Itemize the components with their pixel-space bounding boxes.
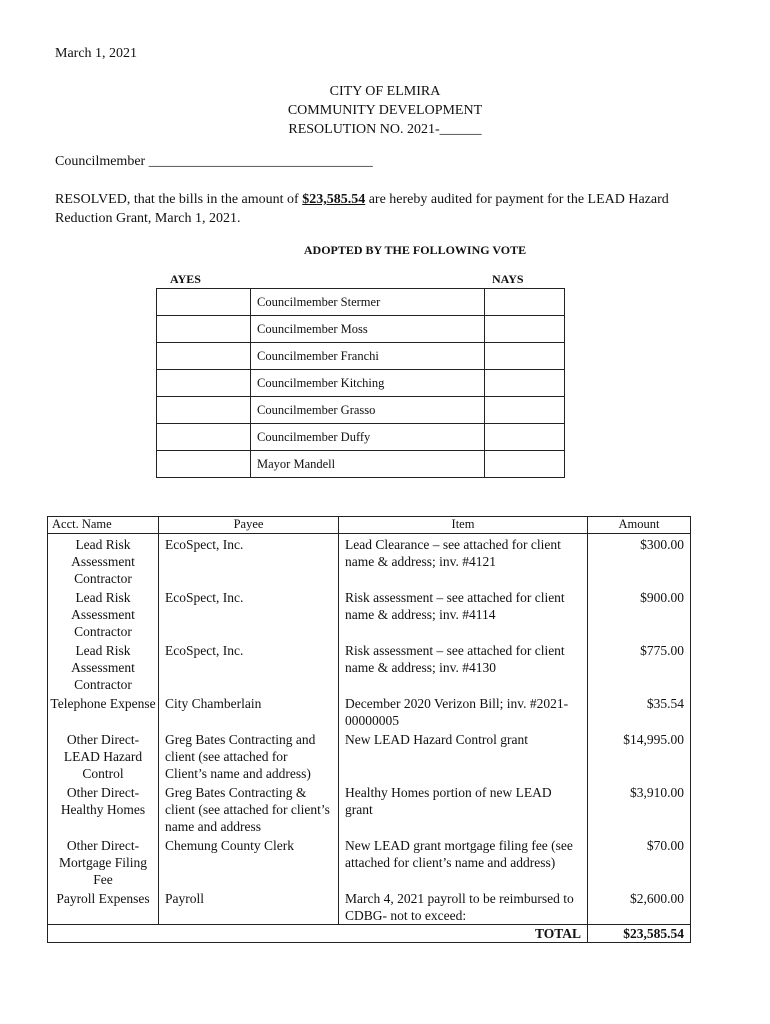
item: Risk assessment – see attached for client name & address; inv. #4130 <box>339 640 588 693</box>
member-name: Councilmember Stermer <box>251 289 485 316</box>
acct-name: Lead Risk Assessment Contractor <box>48 587 159 640</box>
header-amount: Amount <box>588 517 691 534</box>
table-row <box>48 888 691 925</box>
nay-cell <box>485 370 565 397</box>
item: March 4, 2021 payroll to be reimbursed to CDBG- not to exceed: <box>339 888 588 925</box>
resolved-paragraph <box>55 190 715 228</box>
acct-name: Payroll Expenses <box>48 888 159 925</box>
table-row <box>48 587 691 640</box>
vote-row <box>157 424 565 451</box>
total-label: TOTAL <box>48 925 588 943</box>
nay-cell <box>485 289 565 316</box>
table-row <box>48 729 691 782</box>
payee: Payroll <box>159 888 339 925</box>
header-city: CITY OF ELMIRA <box>329 84 441 99</box>
member-name: Mayor Mandell <box>251 451 485 478</box>
acct-name: Lead Risk Assessment Contractor <box>48 534 159 588</box>
header-department: COMMUNITY DEVELOPMENT <box>287 103 483 118</box>
aye-cell <box>157 397 251 424</box>
vote-row <box>157 451 565 478</box>
payee: EcoSpect, Inc. <box>159 640 339 693</box>
nay-cell <box>485 397 565 424</box>
total-row <box>48 925 691 943</box>
bills-header-row <box>48 517 691 534</box>
acct-name: Other Direct-Healthy Homes <box>48 782 159 835</box>
aye-cell <box>157 343 251 370</box>
resolved-suffix: are hereby audited for payment for the LEAD Hazard Reduction Grant, March 1, 2021. <box>55 192 669 226</box>
nay-cell <box>485 451 565 478</box>
item: Lead Clearance – see attached for client name & address; inv. #4121 <box>339 534 588 588</box>
bills-table <box>47 516 691 943</box>
amount: $775.00 <box>588 640 691 693</box>
item: Risk assessment – see attached for client name & address; inv. #4114 <box>339 587 588 640</box>
vote-row <box>157 370 565 397</box>
vote-title: ADOPTED BY THE FOLLOWING VOTE <box>303 243 527 257</box>
header-payee: Payee <box>159 517 339 534</box>
nay-cell <box>485 424 565 451</box>
amount: $3,910.00 <box>588 782 691 835</box>
aye-cell <box>157 370 251 397</box>
header-resolution-number: RESOLUTION NO. 2021-______ <box>288 122 482 137</box>
amount: $900.00 <box>588 587 691 640</box>
document-header <box>0 82 770 139</box>
amount: $70.00 <box>588 835 691 888</box>
ayes-label: AYES <box>170 272 201 286</box>
header-item: Item <box>339 517 588 534</box>
nay-cell <box>485 316 565 343</box>
item: New LEAD Hazard Control grant <box>339 729 588 782</box>
aye-cell <box>157 451 251 478</box>
aye-cell <box>157 316 251 343</box>
vote-row <box>157 316 565 343</box>
payee: Greg Bates Contracting & client (see attached for client’s name and address <box>159 782 339 835</box>
acct-name: Lead Risk Assessment Contractor <box>48 640 159 693</box>
total-amount: $23,585.54 <box>588 925 691 943</box>
payee: EcoSpect, Inc. <box>159 587 339 640</box>
table-row <box>48 640 691 693</box>
amount: $2,600.00 <box>588 888 691 925</box>
councilmember-line: Councilmember ________________________________ <box>55 154 373 169</box>
member-name: Councilmember Franchi <box>251 343 485 370</box>
item: December 2020 Verizon Bill; inv. #2021-00000005 <box>339 693 588 729</box>
resolved-prefix: RESOLVED, that the bills in the amount of <box>55 192 303 207</box>
amount: $14,995.00 <box>588 729 691 782</box>
payee: City Chamberlain <box>159 693 339 729</box>
amount: $300.00 <box>588 534 691 588</box>
acct-name: Other Direct-Mortgage Filing Fee <box>48 835 159 888</box>
vote-row <box>157 343 565 370</box>
payee: Greg Bates Contracting and client (see attached for Client’s name and address) <box>159 729 339 782</box>
member-name: Councilmember Kitching <box>251 370 485 397</box>
table-row <box>48 693 691 729</box>
member-name: Councilmember Grasso <box>251 397 485 424</box>
document-date: March 1, 2021 <box>55 46 138 61</box>
table-row <box>48 782 691 835</box>
payee: EcoSpect, Inc. <box>159 534 339 588</box>
vote-row <box>157 397 565 424</box>
member-name: Councilmember Duffy <box>251 424 485 451</box>
acct-name: Other Direct-LEAD Hazard Control <box>48 729 159 782</box>
resolved-amount: $23,585.54 <box>302 192 366 207</box>
table-row <box>48 835 691 888</box>
aye-cell <box>157 289 251 316</box>
vote-table <box>156 288 565 478</box>
amount: $35.54 <box>588 693 691 729</box>
nay-cell <box>485 343 565 370</box>
header-acct-name: Acct. Name <box>48 517 159 534</box>
item: New LEAD grant mortgage filing fee (see attached for client’s name and address) <box>339 835 588 888</box>
member-name: Councilmember Moss <box>251 316 485 343</box>
table-row <box>48 534 691 588</box>
vote-row <box>157 289 565 316</box>
aye-cell <box>157 424 251 451</box>
payee: Chemung County Clerk <box>159 835 339 888</box>
item: Healthy Homes portion of new LEAD grant <box>339 782 588 835</box>
acct-name: Telephone Expense <box>48 693 159 729</box>
nays-label: NAYS <box>492 272 524 286</box>
